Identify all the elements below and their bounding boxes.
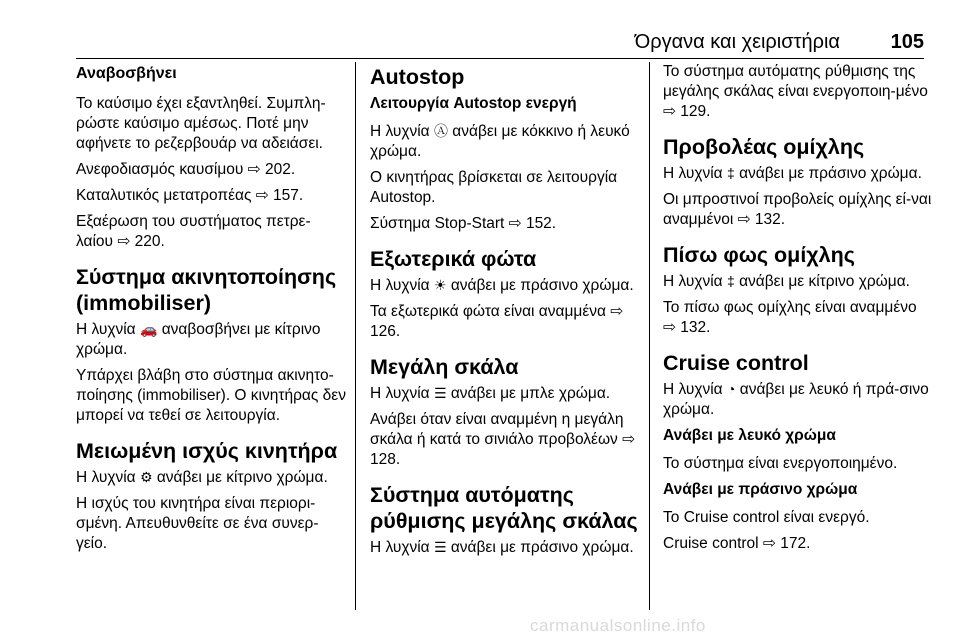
- paragraph-ref-bleeding: Εξαέρωση του συστήματος πετρε-λαίου ⇨ 220.: [76, 213, 311, 250]
- page-header: [76, 30, 924, 60]
- immobiliser-car-icon: 🚗: [139, 321, 158, 337]
- text: ανάβει με μπλε χρώμα.: [450, 385, 611, 402]
- text: ανάβει με πράσινο χρώμα.: [450, 539, 634, 556]
- heading-front-fog: Προβολέας ομίχλης: [663, 135, 865, 159]
- paragraph-ref-refuelling: Ανεφοδιασμός καυσίμου ⇨ 202.: [76, 161, 296, 178]
- paragraph: Ανάβει όταν είναι αναμμένη η μεγάλη σκάλα ή κατά το σινιάλο προβολέων ⇨ 128.: [370, 411, 636, 468]
- paragraph-ref-stop-start: Σύστημα Stop-Start ⇨ 152.: [370, 215, 557, 232]
- subheading-autostop-active: Λειτουργία Autostop ενεργή: [370, 95, 577, 112]
- paragraph-auto-high-beam-cont: Το σύστημα αυτόματης ρύθμισης της μεγάλης σκάλας είναι ενεργοποιη-μένο ⇨ 129.: [663, 63, 928, 120]
- heading-flashing: Αναβοσβήνει: [76, 65, 177, 82]
- heading-cruise-control: Cruise control: [663, 351, 809, 375]
- heading-autostop: Autostop: [370, 65, 465, 89]
- heading-exterior-lights: Εξωτερικά φώτα: [370, 247, 537, 271]
- exterior-light-icon: ☀: [433, 277, 447, 293]
- paragraph-front-fog-lamp: [663, 164, 933, 184]
- heading-reduced-power: Μειωμένη ισχύς κινητήρα: [76, 439, 338, 463]
- paragraph: Τα εξωτερικά φώτα είναι αναμμένα ⇨ 126.: [370, 303, 624, 340]
- paragraph: Το καύσιμο έχει εξαντληθεί. Συμπλη-ρώστε καύσιμο αμέσως. Ποτέ μην αφήνετε το ρεζερβουάρ να αδειάσει.: [76, 95, 326, 152]
- text: Η λυχνία: [76, 469, 136, 486]
- cruise-control-icon: ◔: [726, 381, 736, 397]
- header-rule: [76, 58, 924, 59]
- subheading-green: Ανάβει με πράσινο χρώμα: [663, 481, 858, 498]
- paragraph-high-beam-lamp: [370, 384, 640, 404]
- auto-high-beam-icon: ☰: [433, 539, 447, 555]
- heading-rear-fog: Πίσω φως ομίχλης: [663, 243, 855, 267]
- subheading-white: Ανάβει με λευκό χρώμα: [663, 427, 836, 444]
- paragraph-rear-fog-lamp: [663, 272, 933, 292]
- watermark: carmanualsonline.info: [530, 616, 706, 635]
- paragraph: Το σύστημα είναι ενεργοποιημένο.: [663, 455, 898, 472]
- text: Η λυχνία: [663, 381, 723, 398]
- paragraph-autostop-lamp: [370, 122, 640, 162]
- engine-power-icon: ⚙: [139, 469, 153, 485]
- paragraph-reduced-power-lamp: [76, 468, 346, 488]
- column-2: [370, 62, 640, 564]
- paragraph-ref-catalytic: Καταλυτικός μετατροπέας ⇨ 157.: [76, 187, 304, 204]
- column-1: [76, 62, 346, 560]
- column-divider-2: [649, 62, 650, 610]
- heading-high-beam: Μεγάλη σκάλα: [370, 355, 519, 379]
- paragraph-auto-high-beam-lamp: [370, 538, 640, 558]
- autostop-icon: Ⓐ: [433, 123, 448, 139]
- paragraph: Το Cruise control είναι ενεργό.: [663, 509, 870, 526]
- rear-fog-icon: ‡: [726, 273, 735, 289]
- paragraph: Οι μπροστινοί προβολείς ομίχλης εί-ναι αναμμένοι ⇨ 132.: [663, 191, 932, 228]
- paragraph: Η ισχύς του κινητήρα είναι περιορι-σμένη. Απευθυνθείτε σε ένα συνερ-γείο.: [76, 495, 319, 552]
- text: ανάβει με κίτρινο χρώμα.: [156, 469, 328, 486]
- paragraph: Το πίσω φως ομίχλης είναι αναμμένο ⇨ 132.: [663, 299, 917, 336]
- text: Η λυχνία: [663, 273, 723, 290]
- text: Η λυχνία: [663, 165, 723, 182]
- paragraph-ref-cruise: Cruise control ⇨ 172.: [663, 535, 811, 552]
- text: ανάβει με κόκκινο ή λευκό χρώμα.: [370, 123, 630, 160]
- text: ανάβει με κίτρινο χρώμα.: [739, 273, 910, 290]
- paragraph-immobiliser-lamp: [76, 320, 346, 360]
- text: αναβοσβήνει με κίτρινο χρώμα.: [76, 321, 321, 358]
- high-beam-icon: ☰: [433, 385, 447, 401]
- text: ανάβει με λευκό ή πρά-σινο χρώμα.: [663, 381, 929, 418]
- text: Η λυχνία: [370, 539, 430, 556]
- column-3: [663, 62, 933, 560]
- text: Η λυχνία: [76, 321, 136, 338]
- text: ανάβει με πράσινο χρώμα.: [739, 165, 922, 182]
- page-number: 105: [890, 31, 924, 53]
- heading-auto-high-beam: Σύστημα αυτόματης ρύθμισης μεγάλης σκάλας: [370, 483, 638, 533]
- heading-immobiliser: Σύστημα ακινητοποίησης (immobiliser): [76, 265, 337, 315]
- column-divider-1: [355, 62, 356, 610]
- paragraph-cruise-lamp: [663, 380, 933, 420]
- paragraph: Υπάρχει βλάβη στο σύστημα ακινητο-ποίησης (immobiliser). Ο κινητήρας δεν μπορεί να τεθεί σε λειτουργία.: [76, 367, 346, 424]
- text: Η λυχνία: [370, 277, 430, 294]
- text: Η λυχνία: [370, 385, 430, 402]
- header-title: Όργανα και χειριστήρια: [634, 31, 840, 53]
- paragraph: Ο κινητήρας βρίσκεται σε λειτουργία Autostop.: [370, 169, 618, 206]
- paragraph-exterior-lamp: [370, 276, 640, 296]
- front-fog-icon: ‡: [726, 165, 735, 181]
- text: Η λυχνία: [370, 123, 430, 140]
- text: ανάβει με πράσινο χρώμα.: [450, 277, 634, 294]
